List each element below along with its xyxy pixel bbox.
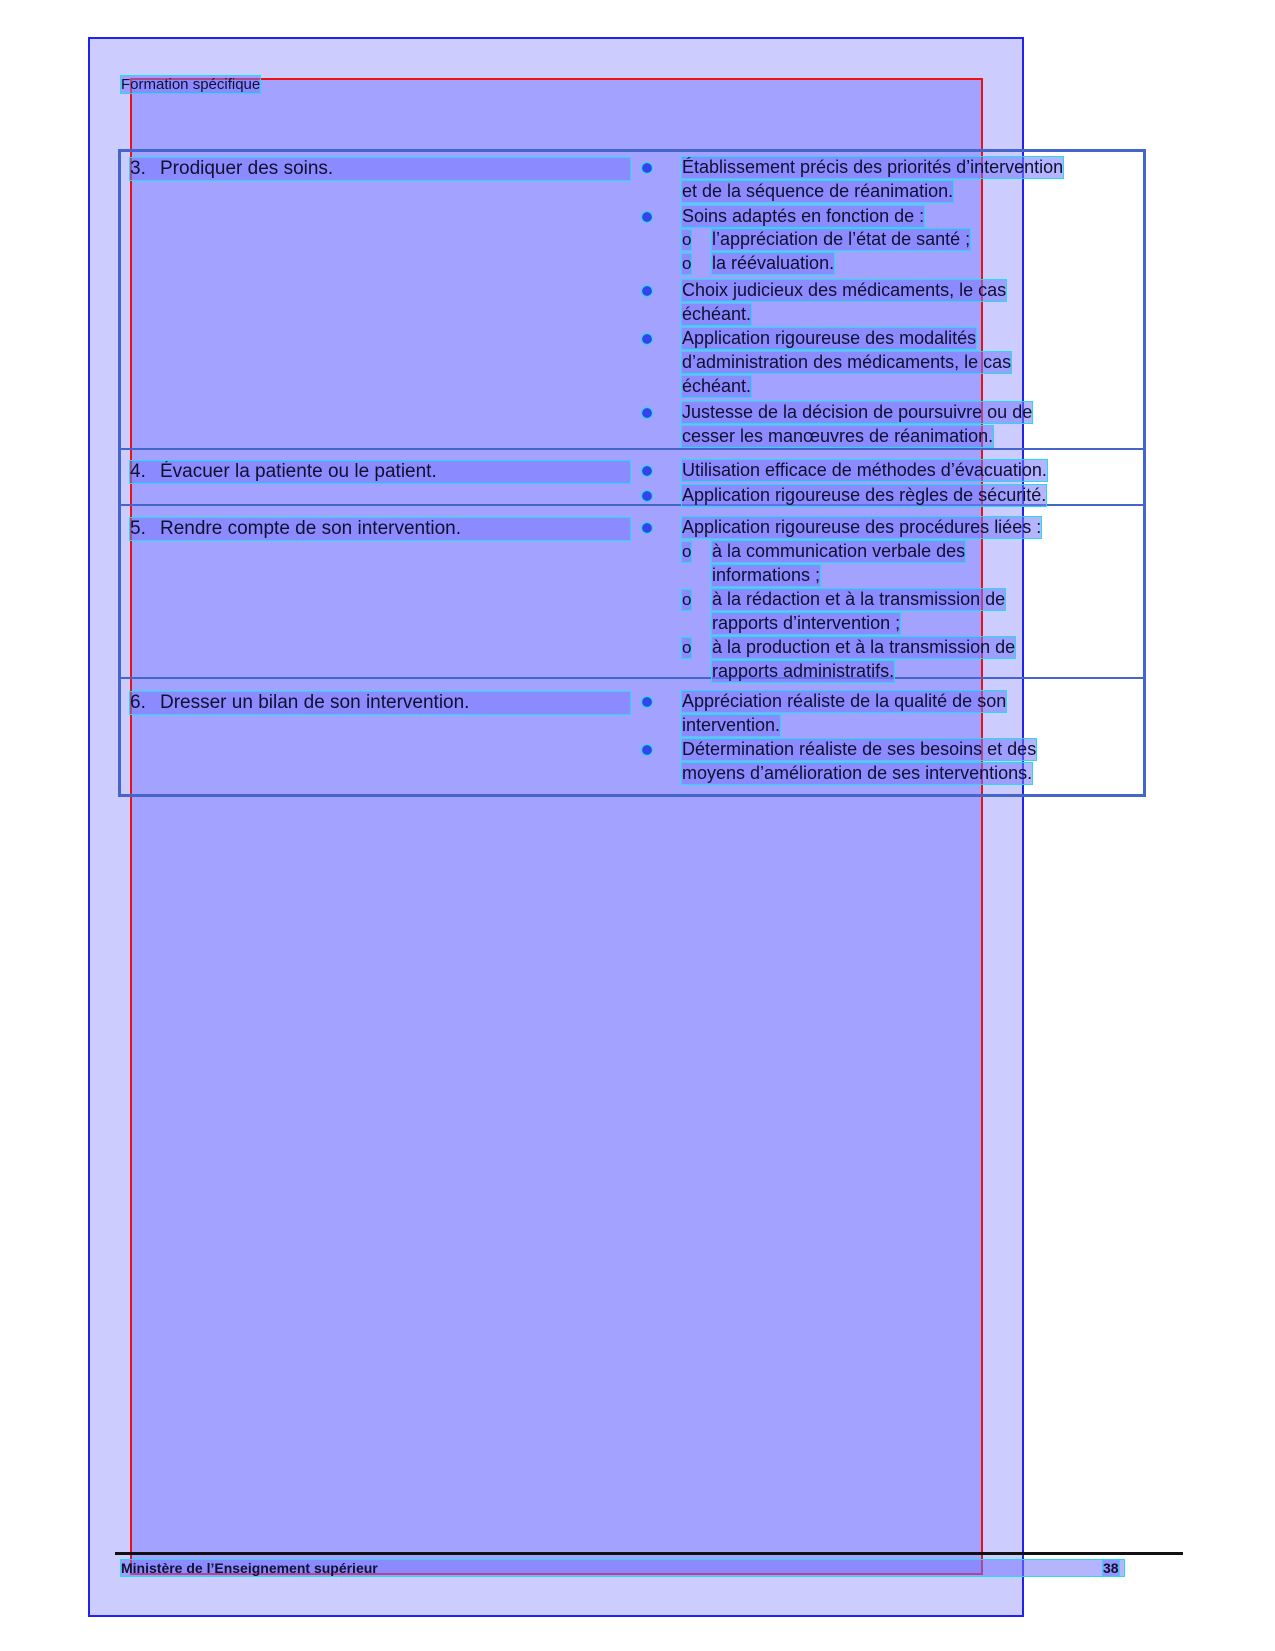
sub-list-item-line: rapports d’intervention ;	[712, 613, 901, 633]
list-item-line: échéant.	[682, 304, 752, 324]
sub-bullet-icon: o	[682, 638, 692, 657]
bullet-icon	[642, 334, 652, 344]
sub-list-item-line: la réévaluation.	[712, 253, 835, 273]
sub-list-item-line: l’appréciation de l’état de santé ;	[712, 229, 971, 249]
bullet-icon	[642, 697, 652, 707]
sub-list-item-line: rapports administratifs.	[712, 661, 895, 681]
sub-list-item-line: informations ;	[712, 565, 821, 585]
list-item-line: intervention.	[682, 715, 781, 735]
row-label: Rendre compte de son intervention.	[160, 518, 462, 539]
table-row-4-label	[130, 461, 630, 483]
table-row-6-label	[130, 692, 630, 714]
list-item-line: cesser les manœuvres de réanimation.	[682, 426, 994, 446]
sub-bullet-icon: o	[682, 542, 692, 561]
sub-list-item-line: à la production et à la transmission de	[712, 637, 1016, 657]
list-item-line: Utilisation efficace de méthodes d’évacuation.	[682, 460, 1047, 480]
row-divider	[118, 677, 1146, 679]
list-item-line: échéant.	[682, 376, 752, 396]
footer-rule	[115, 1552, 1183, 1555]
row-number: 6.	[130, 692, 146, 713]
table-row-5-label	[130, 518, 630, 540]
list-item-line: et de la séquence de réanimation.	[682, 181, 954, 201]
list-item-line: Application rigoureuse des procédures liées :	[682, 517, 1042, 537]
list-item-line: Choix judicieux des médicaments, le cas	[682, 280, 1007, 300]
list-item-line: Soins adaptés en fonction de :	[682, 206, 925, 226]
bullet-icon	[642, 491, 652, 501]
page-number: 38	[1103, 1560, 1119, 1576]
bullet-icon	[642, 523, 652, 533]
list-item-line: Détermination réaliste de ses besoins et des	[682, 739, 1037, 759]
list-item-line: Application rigoureuse des règles de sécurité.	[682, 485, 1047, 505]
running-header: Formation spécifique	[121, 76, 261, 93]
list-item-line: Justesse de la décision de poursuivre ou de	[682, 402, 1033, 422]
row-divider	[118, 448, 1146, 450]
bullet-icon	[642, 163, 652, 173]
bullet-icon	[642, 408, 652, 418]
list-item-line: Application rigoureuse des modalités	[682, 328, 977, 348]
row-number: 4.	[130, 461, 146, 482]
bullet-icon	[642, 286, 652, 296]
row-number: 5.	[130, 518, 146, 539]
row-label: Évacuer la patiente ou le patient.	[160, 461, 437, 482]
row-number: 3.	[130, 158, 146, 179]
list-item-line: d’administration des médicaments, le cas	[682, 352, 1012, 372]
list-item-line: Appréciation réaliste de la qualité de son	[682, 691, 1007, 711]
table-row-3-label	[130, 158, 630, 180]
sub-bullet-icon: o	[682, 590, 692, 609]
row-label: Dresser un bilan de son intervention.	[160, 692, 470, 713]
bullet-icon	[642, 466, 652, 476]
sub-bullet-icon: o	[682, 230, 692, 249]
sub-list-item-line: à la rédaction et à la transmission de	[712, 589, 1006, 609]
list-item-line: moyens d’amélioration de ses interventions.	[682, 763, 1033, 783]
footer-ministry: Ministère de l’Enseignement supérieur	[121, 1560, 1124, 1576]
list-item-line: Établissement précis des priorités d’intervention	[682, 157, 1064, 177]
sub-bullet-icon: o	[682, 254, 692, 273]
bullet-icon	[642, 745, 652, 755]
row-label: Prodiquer des soins.	[160, 158, 334, 179]
bullet-icon	[642, 212, 652, 222]
sub-list-item-line: à la communication verbale des	[712, 541, 966, 561]
